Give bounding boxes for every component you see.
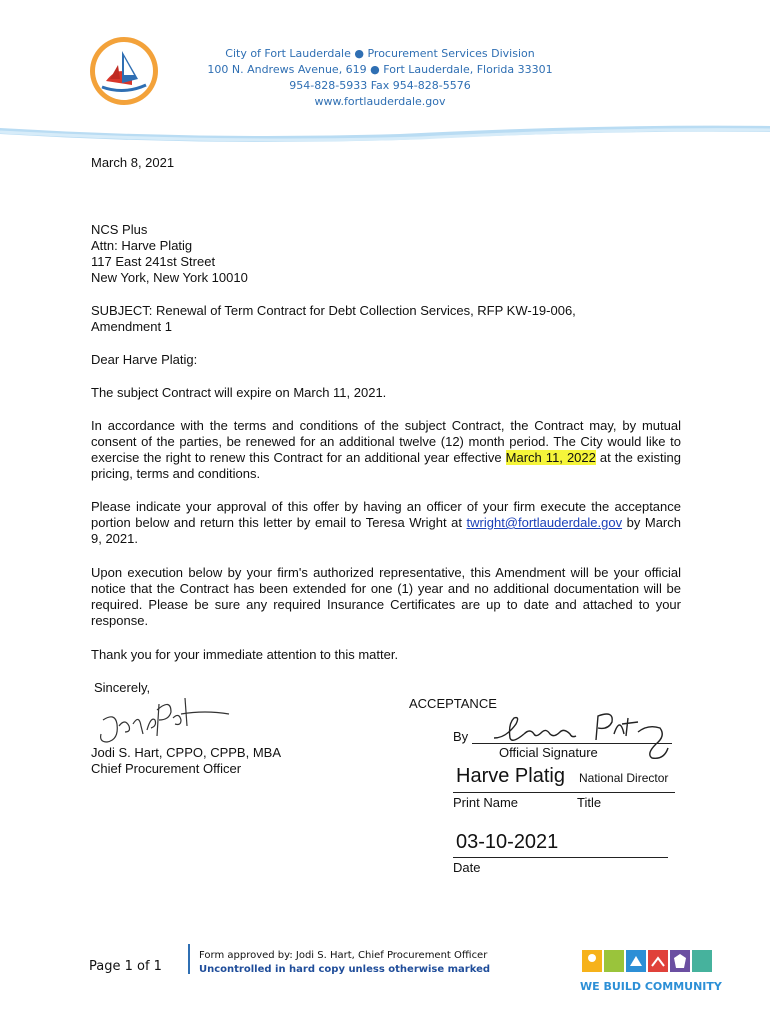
date-line	[453, 856, 668, 858]
subject-line-1: SUBJECT: Renewal of Term Contract for Debt Collection Services, RFP KW-19-006,	[91, 303, 576, 318]
letterhead-line-1: City of Fort Lauderdale ● Procurement Services Division	[225, 47, 535, 60]
renewal-tail: at the existing pricing, terms and conditions.	[91, 450, 681, 481]
recipient-street: 117 East 241st Street	[91, 254, 216, 269]
letterhead	[170, 46, 590, 110]
official-signature-label: Official Signature	[499, 745, 598, 760]
paragraph-expiration: The subject Contract will expire on March 11, 2021.	[91, 385, 387, 400]
approval-text: Please indicate your approval of this offer by having an officer of your firm execute the acceptance portion below and return this letter by email to Teresa Wright at	[91, 499, 681, 530]
footer-notes	[199, 949, 490, 977]
letterhead-line-3: 954-828-5933 Fax 954-828-5576	[289, 79, 471, 92]
paragraph-approval	[91, 499, 681, 547]
footer-divider	[188, 944, 190, 974]
approval-tail: by March 9, 2021.	[91, 515, 681, 546]
letter-date: March 8, 2021	[91, 155, 175, 170]
acceptance-heading: ACCEPTANCE	[409, 696, 497, 711]
subject-line-2: Amendment 1	[91, 319, 172, 334]
paragraph-renewal	[91, 418, 681, 482]
date-label: Date	[453, 860, 481, 875]
recipient-name: NCS Plus	[91, 222, 148, 237]
header-wave-divider	[0, 110, 770, 150]
print-name-label: Print Name	[453, 795, 519, 810]
title-value: National Director	[579, 771, 669, 785]
print-name-value: Harve Platig	[456, 765, 565, 787]
closing: Sincerely,	[94, 680, 151, 695]
renewal-text: In accordance with the terms and conditions of the subject Contract, the Contract may, by mutual consent of the parties, be renewed for an additional twelve (12) month period. The City would like to exercise the right to renew this Contract for an additional year effective	[91, 418, 681, 465]
paragraph-execution: Upon execution below by your firm's authorized representative, this Amendment will be your official notice that the Contract has been extended for one (1) year and no additional documentation will be required. Please be sure any required Insurance Certificates are up to date and attached to your response.	[91, 565, 681, 628]
uncontrolled-copy-text: Uncontrolled in hard copy unless otherwise marked	[199, 964, 491, 975]
form-approved-text: Form approved by: Jodi S. Hart, Chief Procurement Officer	[199, 950, 488, 961]
renewal-date-highlight: March 11, 2022	[505, 450, 596, 465]
by-label: By	[453, 729, 469, 744]
city-seal-logo	[88, 35, 160, 107]
date-value: 03-10-2021	[456, 831, 559, 853]
page-number: Page 1 of 1	[89, 959, 162, 974]
recipient-city: New York, New York 10010	[91, 270, 248, 285]
recipient-attn: Attn: Harve Platig	[91, 238, 193, 253]
salutation: Dear Harve Platig:	[91, 352, 198, 367]
paragraph-thanks: Thank you for your immediate attention to this matter.	[91, 647, 399, 662]
email-link[interactable]: twright@fortlauderdale.gov	[466, 515, 623, 530]
letterhead-line-2: 100 N. Andrews Avenue, 619 ● Fort Lauderdale, Florida 33301	[207, 63, 553, 76]
we-build-community-logo	[580, 948, 730, 992]
signer-name: Jodi S. Hart, CPPO, CPPB, MBA	[91, 745, 281, 760]
sender-signature	[95, 690, 235, 750]
slogan-text: WE BUILD COMMUNITY	[580, 980, 722, 993]
title-label: Title	[577, 795, 602, 810]
letterhead-website: www.fortlauderdale.gov	[314, 95, 446, 108]
print-name-title-line	[453, 791, 675, 793]
signer-title: Chief Procurement Officer	[91, 761, 242, 776]
